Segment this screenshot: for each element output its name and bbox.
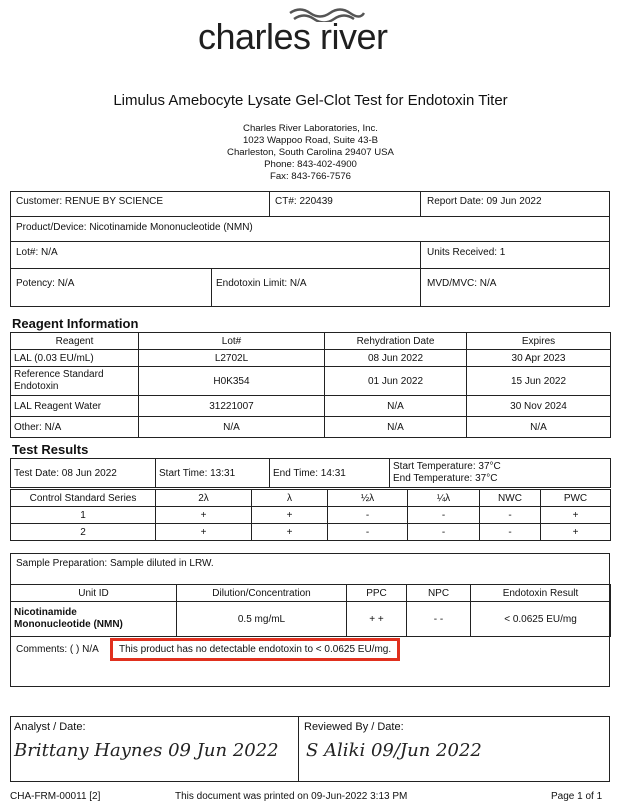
reviewer-signature: S Aliki 09/Jun 2022 [306,740,482,761]
reagent-cell: H0K354 [139,367,325,396]
control-series-table [10,489,611,541]
sample-results-table [10,584,611,637]
reagent-cell: 30 Nov 2024 [467,396,611,417]
end-temperature-field: End Temperature: 37°C [393,473,498,484]
series-cell: - [328,507,408,524]
reagent-col-header: Expires [467,333,611,350]
customer-field: Customer: RENUE BY SCIENCE [16,196,164,207]
company-logo: charles river [198,16,388,57]
series-col-header: λ [252,490,328,507]
print-timestamp: This document was printed on 09-Jun-2022 3:13 PM [175,791,408,802]
reagent-cell: N/A [325,396,467,417]
reagent-cell: N/A [467,417,611,438]
units-received-field: Units Received: 1 [427,247,506,258]
analyst-signature: Brittany Haynes 09 Jun 2022 [14,740,279,761]
endotoxin-limit-field: Endotoxin Limit: N/A [216,278,307,289]
reagent-cell: 01 Jun 2022 [325,367,467,396]
start-temperature-field: Start Temperature: 37°C [393,461,501,472]
reagent-cell: 15 Jun 2022 [467,367,611,396]
series-col-header: PWC [541,490,611,507]
series-cell: - [408,524,480,541]
document-title: Limulus Amebocyte Lysate Gel-Clot Test for Endotoxin Titer [113,92,508,109]
series-col-header: NWC [480,490,541,507]
end-time-field: End Time: 14:31 [270,459,390,488]
reagent-cell: LAL (0.03 EU/mL) [11,350,139,367]
unit-id-line: Nicotinamide [14,607,77,618]
reagent-cell: 08 Jun 2022 [325,350,467,367]
sample-col-header: Dilution/Concentration [177,585,347,602]
form-id: CHA-FRM-00011 [2] [10,791,101,802]
ppc-cell: + + [347,602,407,637]
test-times-table [10,458,611,488]
reagent-table [10,332,611,438]
series-cell: - [480,524,541,541]
reagent-cell: Reference Standard Endotoxin [11,367,139,396]
comments-label: Comments: ( ) N/A [16,644,99,655]
reagent-cell: 31221007 [139,396,325,417]
sample-col-header: Endotoxin Result [471,585,611,602]
series-cell: 2 [11,524,156,541]
series-col-header: ¼λ [408,490,480,507]
address-company: Charles River Laboratories, Inc. [243,123,378,134]
npc-cell: - - [407,602,471,637]
reviewer-label: Reviewed By / Date: [304,721,404,733]
series-cell: + [156,507,252,524]
reagent-cell: N/A [325,417,467,438]
series-col-header: Control Standard Series [11,490,156,507]
analyst-label: Analyst / Date: [14,721,86,733]
reagent-col-header: Reagent [11,333,139,350]
reagent-cell: Other: N/A [11,417,139,438]
lot-field: Lot#: N/A [16,247,58,258]
test-results-heading: Test Results [12,442,89,457]
sample-preparation: Sample Preparation: Sample diluted in LRW. [16,558,214,569]
series-cell: - [480,507,541,524]
table-row [11,367,611,396]
reagent-heading: Reagent Information [12,316,139,331]
series-cell: + [252,507,328,524]
table-row [11,350,611,367]
address-street: 1023 Wappoo Road, Suite 43-B [242,135,379,146]
series-cell: + [252,524,328,541]
start-time-field: Start Time: 13:31 [156,459,270,488]
table-row [11,602,611,637]
address-fax: Fax: 843-766-7576 [269,171,352,182]
unit-id-line: Mononucleotide (NMN) [14,619,123,630]
series-cell: 1 [11,507,156,524]
reagent-cell: N/A [139,417,325,438]
report-date-field: Report Date: 09 Jun 2022 [427,196,542,207]
address-city: Charleston, South Carolina 29407 USA [227,147,394,158]
endotoxin-result-cell: < 0.0625 EU/mg [471,602,611,637]
ct-number-field: CT#: 220439 [275,196,333,207]
table-row [11,417,611,438]
sample-col-header: NPC [407,585,471,602]
series-cell: + [541,507,611,524]
reagent-cell: L2702L [139,350,325,367]
unit-id-cell [11,602,177,637]
temperature-cell [390,459,611,488]
table-row [11,507,611,524]
address-phone: Phone: 843-402-4900 [264,159,357,170]
series-cell: - [328,524,408,541]
potency-field: Potency: N/A [16,278,75,289]
address-block [0,123,621,183]
series-col-header: ½λ [328,490,408,507]
page-number: Page 1 of 1 [551,791,603,802]
series-col-header: 2λ [156,490,252,507]
table-row [11,524,611,541]
sample-col-header: PPC [347,585,407,602]
series-cell: + [541,524,611,541]
reagent-col-header: Lot# [139,333,325,350]
reagent-cell: 30 Apr 2023 [467,350,611,367]
series-cell: + [156,524,252,541]
comment-highlight: This product has no detectable endotoxin to < 0.0625 EU/mg. [110,638,400,661]
mvd-field: MVD/MVC: N/A [427,278,497,289]
series-cell: - [408,507,480,524]
product-field: Product/Device: Nicotinamide Mononucleotide (NMN) [16,222,253,233]
sample-col-header: Unit ID [11,585,177,602]
table-row [11,396,611,417]
reagent-cell: LAL Reagent Water [11,396,139,417]
dilution-cell: 0.5 mg/mL [177,602,347,637]
reagent-col-header: Rehydration Date [325,333,467,350]
test-date-field: Test Date: 08 Jun 2022 [11,459,156,488]
